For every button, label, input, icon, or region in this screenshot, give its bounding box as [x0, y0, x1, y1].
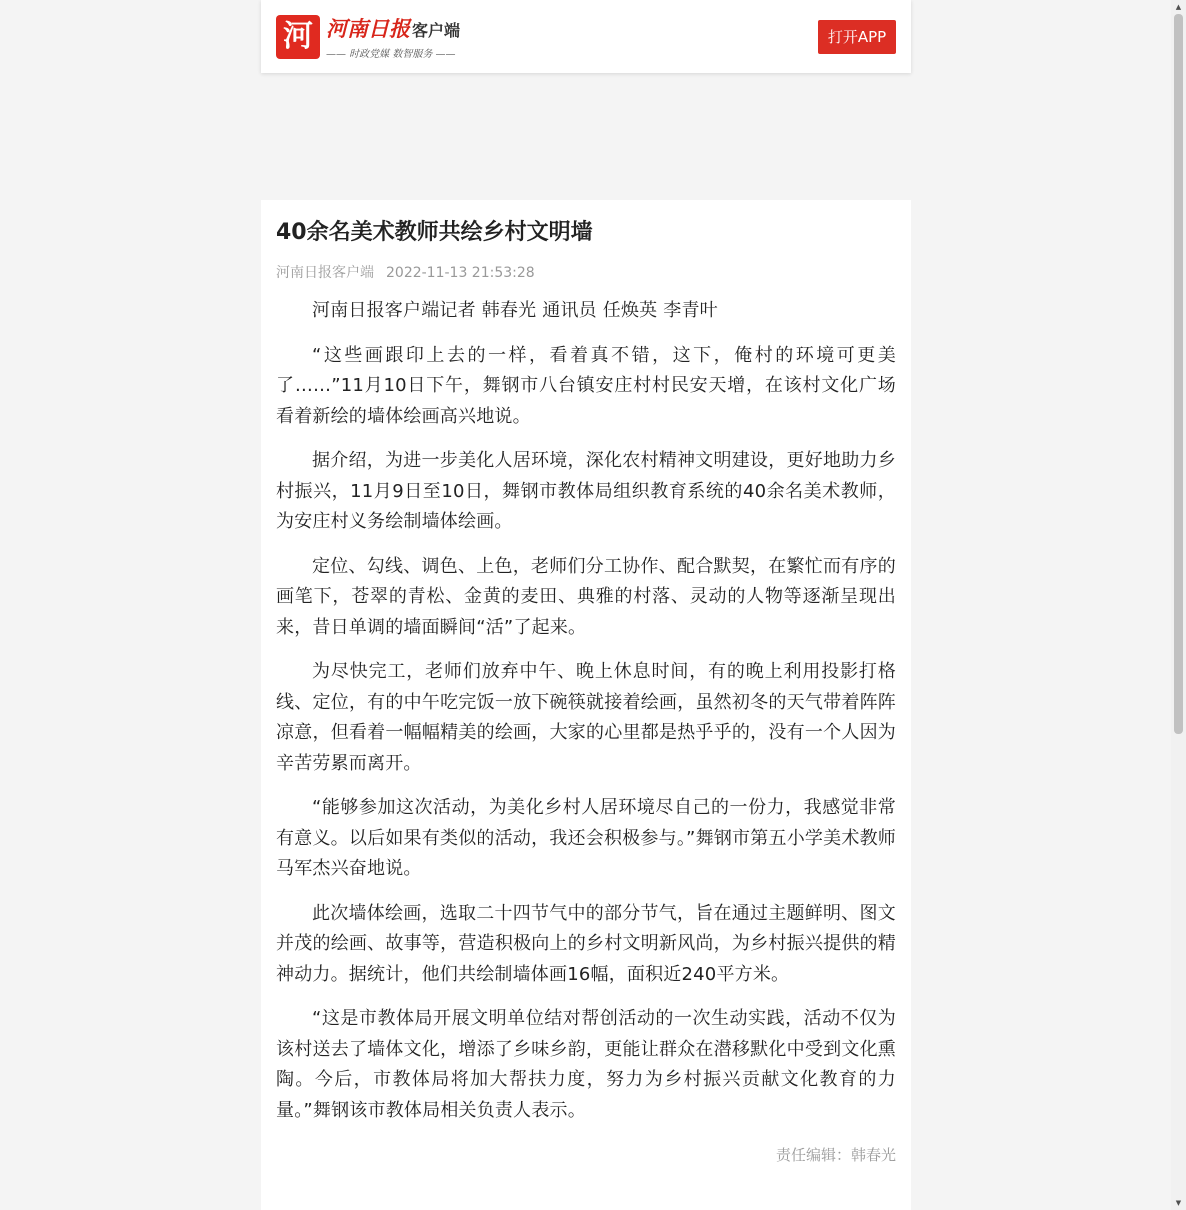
logo-brand-text: 河南日报 — [326, 16, 410, 41]
vertical-scrollbar[interactable] — [1171, 0, 1186, 1210]
article-paragraph: “这些画跟印上去的一样，看着真不错，这下，俺村的环境可更美了……”11月10日下午，舞钢市八台镇安庄村村民安天增，在该村文化广场看着新绘的墙体绘画高兴地说。 — [276, 344, 896, 427]
article-title: 40余名美术教师共绘乡村文明墙 — [276, 220, 593, 245]
logo-wordmark[interactable] — [326, 14, 460, 44]
henan-daily-logo-icon[interactable]: 河 — [276, 15, 320, 59]
article-card — [261, 200, 911, 1210]
article-body — [276, 296, 896, 1140]
logo-slogan: —— 时政党媒 数智服务 —— — [326, 49, 456, 60]
responsible-editor: 责任编辑：韩春光 — [775, 1146, 896, 1164]
top-header — [261, 0, 911, 73]
logo-suffix-text: 客户端 — [412, 21, 461, 40]
article-time: 2022-11-13 21:53:28 — [386, 265, 535, 281]
article-paragraph: 河南日报客户端记者 韩春光 通讯员 任焕英 李青叶 — [312, 300, 718, 321]
article-paragraph: “这是市教体局开展文明单位结对帮创活动的一次生动实践，活动不仅为该村送去了墙体文化，增添了乡味乡韵，更能让群众在潜移默化中受到文化熏陶。今后，市教体局将加大帮扶力度，努力为乡村振兴贡献文化教育的力量。”舞钢该市教体局相关负责人表示。 — [276, 1008, 896, 1121]
article-paragraph: 定位、勾线、调色、上色，老师们分工协作、配合默契，在繁忙而有序的画笔下，苍翠的青松、金黄的麦田、典雅的村落、灵动的人物等逐渐呈现出来，昔日单调的墙面瞬间“活”了起来。 — [276, 555, 896, 638]
article-meta — [276, 262, 535, 284]
scroll-down-arrow-icon[interactable]: ▼ — [1175, 1199, 1182, 1207]
open-app-button[interactable]: 打开APP — [818, 20, 896, 54]
scroll-up-arrow-icon[interactable]: ▲ — [1175, 3, 1182, 11]
scrollbar-thumb[interactable] — [1174, 14, 1183, 734]
article-paragraph: “能够参加这次活动，为美化乡村人居环境尽自己的一份力，我感觉非常有意义。以后如果有类似的活动，我还会积极参与。”舞钢市第五小学美术教师马军杰兴奋地说。 — [276, 797, 896, 879]
article-paragraph: 据介绍，为进一步美化人居环境，深化农村精神文明建设，更好地助力乡村振兴，11月9日至10日，舞钢市教体局组织教育系统的40余名美术教师，为安庄村义务绘制墙体绘画。 — [276, 450, 896, 532]
article-source: 河南日报客户端 — [276, 265, 374, 281]
article-paragraph: 为尽快完工，老师们放弃中午、晚上休息时间，有的晚上利用投影打格线、定位，有的中午吃完饭一放下碗筷就接着绘画，虽然初冬的天气带着阵阵凉意，但看着一幅幅精美的绘画，大家的心里都是热乎乎的，没有一个人因为辛苦劳累而离开。 — [276, 661, 896, 774]
article-paragraph: 此次墙体绘画，选取二十四节气中的部分节气，旨在通过主题鲜明、图文并茂的绘画、故事等，营造积极向上的乡村文明新风尚，为乡村振兴提供的精神动力。据统计，他们共绘制墙体画16幅，面积近240平方米。 — [276, 902, 896, 985]
